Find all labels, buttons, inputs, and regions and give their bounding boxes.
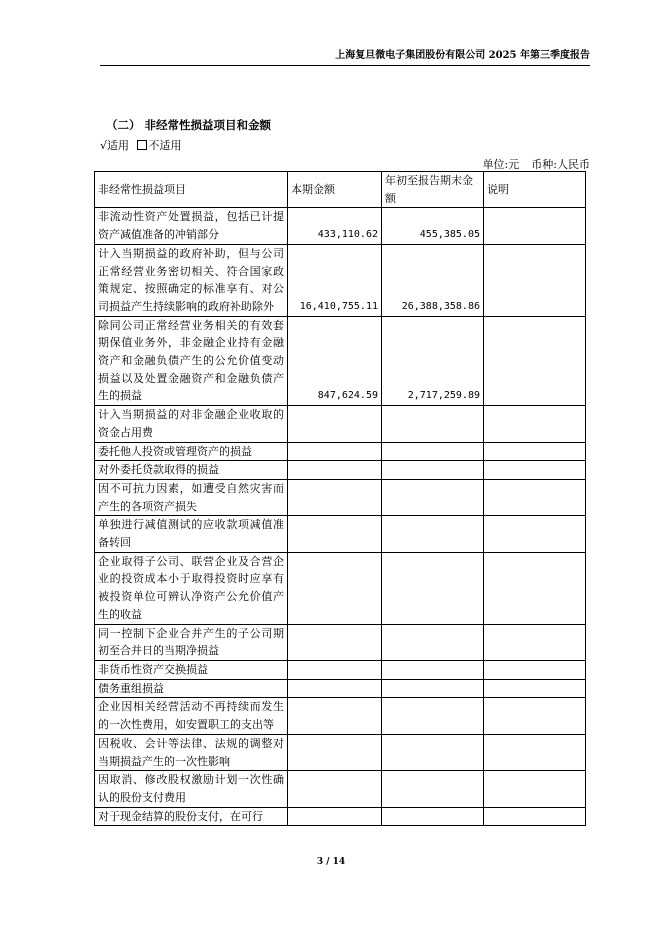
cell-ytd bbox=[382, 660, 484, 679]
table-row bbox=[95, 734, 586, 770]
cell-note bbox=[484, 516, 586, 552]
cell-item: 非流动性资产处置损益，包括已计提资产减值准备的冲销部分 bbox=[95, 208, 288, 244]
cell-current bbox=[288, 698, 382, 734]
currency-label: 币种:人民币 bbox=[531, 158, 590, 171]
cell-ytd bbox=[382, 679, 484, 698]
cell-item: 企业取得子公司、联营企业及合营企业的投资成本小于取得投资时应享有被投资单位可辨认净资产公允价值产生的收益 bbox=[95, 552, 288, 624]
cell-current bbox=[288, 660, 382, 679]
cell-ytd bbox=[382, 698, 484, 734]
cell-ytd: 2,717,259.89 bbox=[382, 316, 484, 406]
cell-item: 非货币性资产交换损益 bbox=[95, 660, 288, 679]
table-row bbox=[95, 771, 586, 807]
header-note: 说明 bbox=[484, 172, 586, 208]
cell-item: 计入当期损益的对非金融企业收取的资金占用费 bbox=[95, 406, 288, 442]
cell-current: 433,110.62 bbox=[288, 208, 382, 244]
cell-note bbox=[484, 660, 586, 679]
table-header-row bbox=[95, 172, 586, 208]
cell-item: 因税收、会计等法律、法规的调整对当期损益产生的一次性影响 bbox=[95, 734, 288, 770]
cell-note bbox=[484, 406, 586, 442]
section-title: （二） 非经常性损益项目和金额 bbox=[106, 118, 272, 132]
checkbox-icon bbox=[137, 140, 147, 150]
cell-current bbox=[288, 461, 382, 480]
report-header: 上海复旦微电子集团股份有限公司 2025 年第三季度报告 bbox=[100, 46, 590, 66]
cell-note bbox=[484, 807, 586, 826]
unit-row bbox=[483, 156, 590, 172]
cell-note bbox=[484, 442, 586, 461]
table-body bbox=[95, 208, 586, 826]
cell-current bbox=[288, 552, 382, 624]
cell-note bbox=[484, 316, 586, 406]
table-row bbox=[95, 624, 586, 660]
cell-current: 847,624.59 bbox=[288, 316, 382, 406]
cell-note bbox=[484, 698, 586, 734]
cell-ytd bbox=[382, 461, 484, 480]
cell-note bbox=[484, 679, 586, 698]
unit-label: 单位:元 bbox=[482, 158, 520, 171]
cell-item: 企业因相关经营活动不再持续而发生的一次性费用，如安置职工的支出等 bbox=[95, 698, 288, 734]
cell-note bbox=[484, 771, 586, 807]
cell-item: 除同公司正常经营业务相关的有效套期保值业务外，非金融企业持有金融资产和金融负债产生的公允价值变动损益以及处置金融资产和金融负债产生的损益 bbox=[95, 316, 288, 406]
table-row bbox=[95, 660, 586, 679]
table-row bbox=[95, 807, 586, 826]
table-row bbox=[95, 552, 586, 624]
cell-ytd bbox=[382, 807, 484, 826]
table-row bbox=[95, 244, 586, 316]
page-number: 3 / 14 bbox=[316, 857, 346, 867]
cell-item: 因不可抗力因素，如遭受自然灾害而产生的各项资产损失 bbox=[95, 479, 288, 515]
cell-current: 16,410,755.11 bbox=[288, 244, 382, 316]
cell-current bbox=[288, 624, 382, 660]
cell-ytd: 455,385.05 bbox=[382, 208, 484, 244]
cell-item: 委托他人投资或管理资产的损益 bbox=[95, 442, 288, 461]
cell-current bbox=[288, 771, 382, 807]
cell-item: 计入当期损益的政府补助，但与公司正常经营业务密切相关、符合国家政策规定、按照确定的标准享有、对公司损益产生持续影响的政府补助除外 bbox=[95, 244, 288, 316]
cell-ytd bbox=[382, 516, 484, 552]
non-recurring-items-table bbox=[94, 171, 586, 826]
cell-current bbox=[288, 807, 382, 826]
cell-note bbox=[484, 624, 586, 660]
table-row bbox=[95, 698, 586, 734]
cell-current bbox=[288, 406, 382, 442]
cell-note bbox=[484, 244, 586, 316]
cell-current bbox=[288, 679, 382, 698]
table-row bbox=[95, 479, 586, 515]
cell-item: 债务重组损益 bbox=[95, 679, 288, 698]
cell-item: 因取消、修改股权激励计划一次性确认的股份支付费用 bbox=[95, 771, 288, 807]
cell-current bbox=[288, 442, 382, 461]
applicable-option: √适用 bbox=[100, 139, 130, 152]
table-row bbox=[95, 516, 586, 552]
cell-item: 对外委托贷款取得的损益 bbox=[95, 461, 288, 480]
table-row bbox=[95, 208, 586, 244]
cell-item: 单独进行减值测试的应收款项减值准备转回 bbox=[95, 516, 288, 552]
table-row bbox=[95, 406, 586, 442]
cell-note bbox=[484, 552, 586, 624]
applicability-options bbox=[100, 137, 182, 153]
cell-note bbox=[484, 479, 586, 515]
cell-ytd bbox=[382, 552, 484, 624]
cell-note bbox=[484, 208, 586, 244]
cell-current bbox=[288, 516, 382, 552]
cell-ytd: 26,388,358.86 bbox=[382, 244, 484, 316]
table-row bbox=[95, 679, 586, 698]
cell-ytd bbox=[382, 406, 484, 442]
cell-current bbox=[288, 479, 382, 515]
cell-note bbox=[484, 461, 586, 480]
cell-note bbox=[484, 734, 586, 770]
cell-ytd bbox=[382, 479, 484, 515]
cell-item: 同一控制下企业合并产生的子公司期初至合并日的当期净损益 bbox=[95, 624, 288, 660]
header-item: 非经常性损益项目 bbox=[95, 172, 288, 208]
cell-ytd bbox=[382, 734, 484, 770]
header-ytd: 年初至报告期末金额 bbox=[382, 172, 484, 208]
cell-ytd bbox=[382, 624, 484, 660]
table-row bbox=[95, 316, 586, 406]
not-applicable-option: 不适用 bbox=[148, 139, 182, 152]
cell-ytd bbox=[382, 771, 484, 807]
cell-ytd bbox=[382, 442, 484, 461]
table-row bbox=[95, 442, 586, 461]
header-current: 本期金额 bbox=[288, 172, 382, 208]
cell-item: 对于现金结算的股份支付，在可行 bbox=[95, 807, 288, 826]
table-row bbox=[95, 461, 586, 480]
cell-current bbox=[288, 734, 382, 770]
